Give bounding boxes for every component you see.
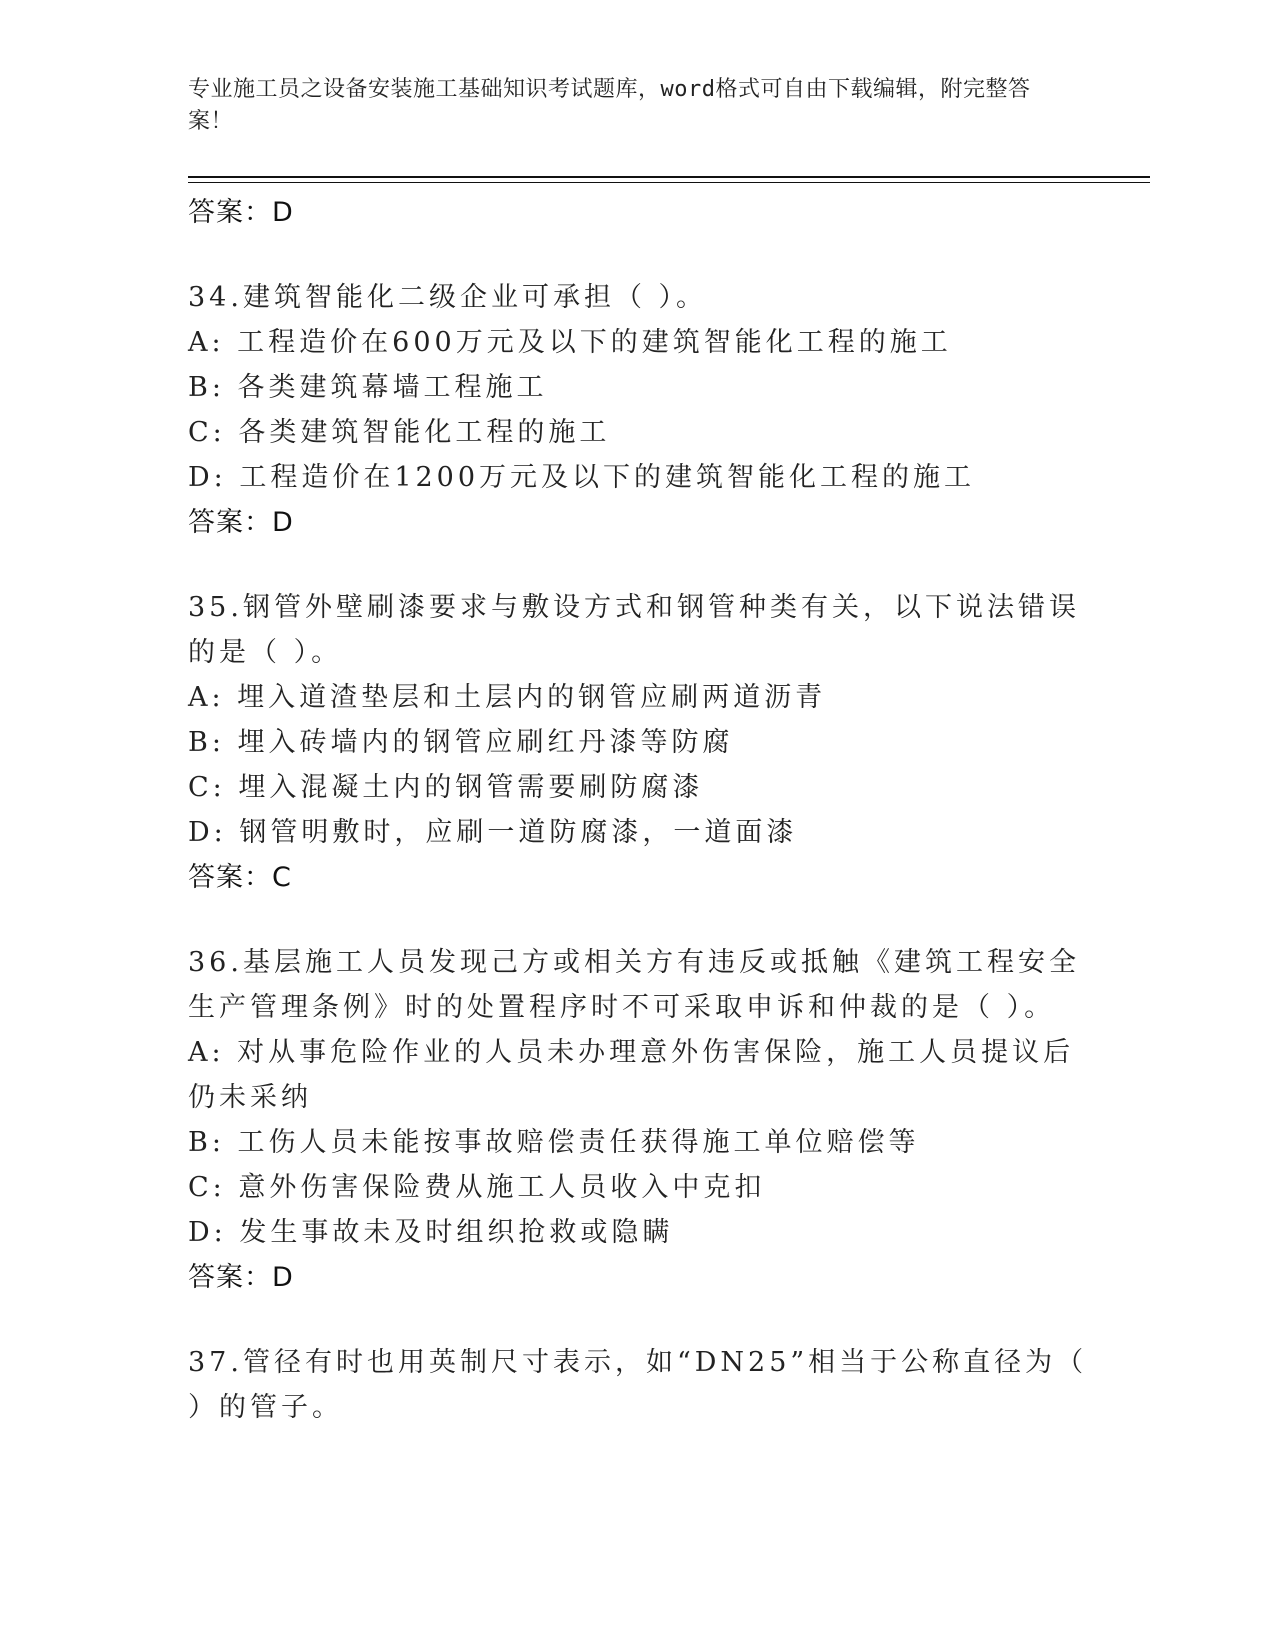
- question-36: [188, 940, 1088, 1300]
- option-b: B: 各类建筑幕墙工程施工: [188, 372, 548, 403]
- answer: 答案：D: [188, 1262, 294, 1293]
- header-rule-thin: [188, 182, 1150, 183]
- question-stem: 34.建筑智能化二级企业可承担（ ）。: [188, 282, 708, 313]
- option-c: C: 各类建筑智能化工程的施工: [188, 417, 611, 448]
- option-d: D: 发生事故未及时组织抢救或隐瞒: [188, 1217, 674, 1248]
- option-d: D: 钢管明敷时，应刷一道防腐漆，一道面漆: [188, 817, 798, 848]
- option-b: B: 工伤人员未能按事故赔偿责任获得施工单位赔偿等: [188, 1127, 920, 1158]
- option-d: D: 工程造价在1200万元及以下的建筑智能化工程的施工: [188, 462, 976, 493]
- answer: 答案：C: [188, 862, 292, 893]
- option-c: C: 意外伤害保险费从施工人员收入中克扣: [188, 1172, 766, 1203]
- question-stem: 36.基层施工人员发现己方或相关方有违反或抵触《建筑工程安全生产管理条例》时的处置程序时不可采取申诉和仲裁的是（ ）。: [188, 947, 1080, 1023]
- document-body: [188, 190, 1088, 1430]
- option-a: A: 埋入道渣垫层和土层内的钢管应刷两道沥青: [188, 682, 827, 713]
- option-c: C: 埋入混凝土内的钢管需要刷防腐漆: [188, 772, 704, 803]
- question-37: [188, 1340, 1088, 1430]
- question-35: [188, 585, 1088, 900]
- header-rule-thick: [188, 176, 1150, 178]
- question-stem: 35.钢管外壁刷漆要求与敷设方式和钢管种类有关，以下说法错误的是（ ）。: [188, 592, 1080, 668]
- answer-previous: 答案：D: [188, 197, 294, 228]
- option-b: B: 埋入砖墙内的钢管应刷红丹漆等防腐: [188, 727, 734, 758]
- option-a: A: 工程造价在600万元及以下的建筑智能化工程的施工: [188, 327, 952, 358]
- option-a: A: 对从事危险作业的人员未办理意外伤害保险，施工人员提议后仍未采纳: [188, 1037, 1075, 1113]
- answer: 答案：D: [188, 507, 294, 538]
- question-34: [188, 275, 1088, 545]
- question-stem: 37.管径有时也用英制尺寸表示，如“DN25”相当于公称直径为（ ）的管子。: [188, 1347, 1088, 1423]
- document-header: 专业施工员之设备安装施工基础知识考试题库，word格式可自由下载编辑，附完整答案！: [188, 77, 1031, 134]
